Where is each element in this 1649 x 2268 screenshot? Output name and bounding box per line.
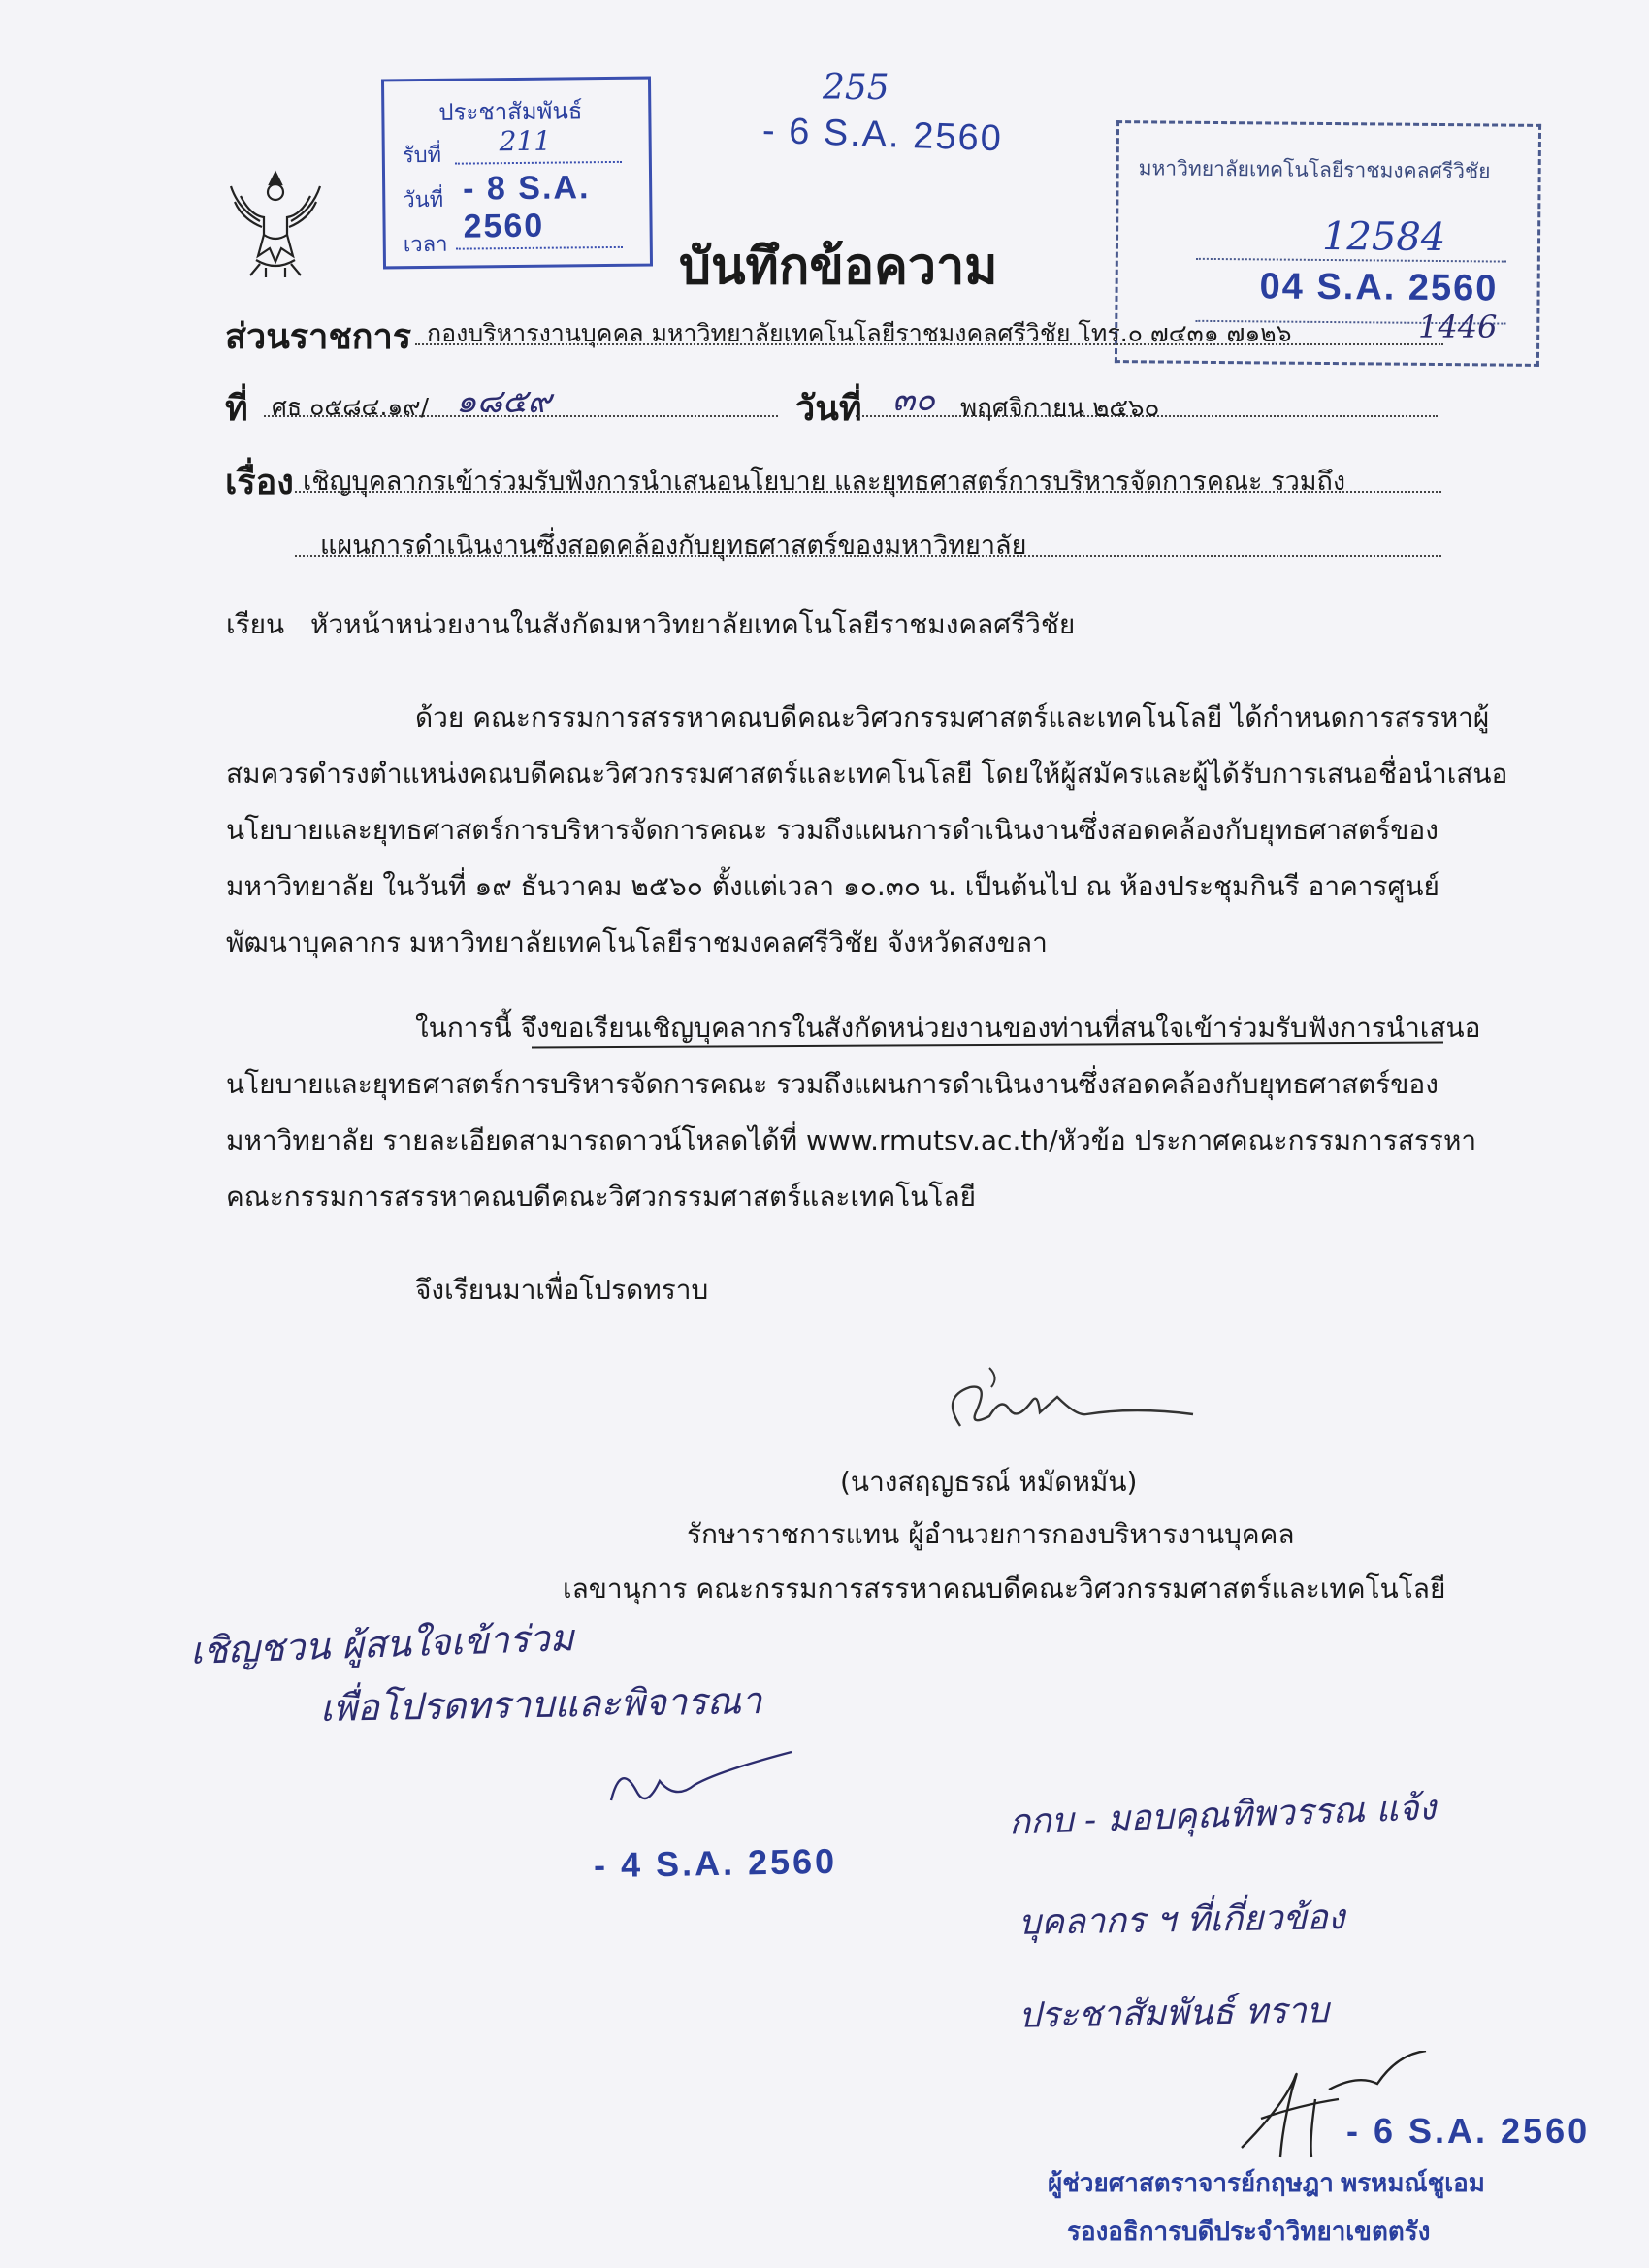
date-handwritten-day: ๓๐: [892, 380, 935, 419]
handnote-right-line-3: ประชาสัมพันธ์ ทราบ: [1018, 1991, 1330, 2036]
handnote-left-line-2: เพื่อโปรดทราบและพิจารณา: [319, 1679, 762, 1730]
stamp-center-date: - 6 S.A. 2560: [761, 110, 1004, 160]
stamp-univ-title: มหาวิทยาลัยเทคโนโลยีราชมงคลศรีวิชัย: [1138, 157, 1491, 183]
signer-position-2: เลขานุการ คณะกรรมการสรรหาคณบดีคณะวิศวกรรมศาสตร์และเทคโนโลยี: [563, 1572, 1446, 1604]
stamp-pr-title: ประชาสัมพันธ์: [438, 98, 583, 126]
dept-value: กองบริหารงานบุคคล มหาวิทยาลัยเทคโนโลยีราชมงคลศรีวิชัย โทร.๐ ๗๔๓๑ ๗๑๒๖: [427, 319, 1292, 347]
no-handwritten: ๑๘๕๙: [456, 382, 552, 421]
stamp-pr-date: - 8 S.A. 2560: [462, 169, 591, 245]
dept-handwritten-ext: 1446: [1418, 308, 1498, 345]
paragraph-2-line: ในการนี้ จึงขอเรียนเชิญบุคลากรในสังกัดหน่วยงานของท่านที่สนใจเข้าร่วมรับฟังการนำเสนอ: [415, 1012, 1481, 1044]
salutation-value: หัวหน้าหน่วยงานในสังกัดมหาวิทยาลัยเทคโนโลยีราชมงคลศรีวิชัย: [310, 608, 1076, 640]
signature-drawing: [931, 1358, 1203, 1445]
date-label: วันที่: [795, 389, 862, 429]
no-label: ที่: [225, 389, 248, 429]
stamp-univ-date: 04 S.A. 2560: [1259, 266, 1499, 309]
handnote-left-stamp-date: - 4 S.A. 2560: [593, 1840, 838, 1886]
handnote-left-signature: [601, 1742, 795, 1830]
stamp-pr: [381, 77, 653, 270]
stamp-pr-time-label: เวลา: [403, 231, 448, 257]
stamp-pr-time-line: [456, 244, 623, 250]
paragraph-1-line: พัฒนาบุคลากร มหาวิทยาลัยเทคโนโลยีราชมงคลศรีวิชัย จังหวัดสงขลา: [226, 926, 1048, 958]
paragraph-1-line: มหาวิทยาลัย ในวันที่ ๑๙ ธันวาคม ๒๕๖๐ ตั้งแต่เวลา ๑๐.๓๐ น. เป็นต้นไป ณ ห้องประชุมกินรี อาคารศูนย์: [226, 870, 1439, 902]
date-value: พฤศจิกายน ๒๕๖๐: [960, 394, 1160, 423]
closing: จึงเรียนมาเพื่อโปรดทราบ: [415, 1274, 709, 1306]
stamp-center-number: 255: [823, 68, 889, 108]
handnote-left-line-1: เชิญชวน ผู้สนใจเข้าร่วม: [189, 1616, 575, 1672]
salutation-label: เรียน: [226, 608, 285, 640]
paragraph-2-line: คณะกรรมการสรรหาคณบดีคณะวิศวกรรมศาสตร์และเทคโนโลยี: [226, 1181, 977, 1213]
paragraph-1-line: สมควรดำรงตำแหน่งคณบดีคณะวิศวกรรมศาสตร์และเทคโนโลยี โดยให้ผู้สมัครและผู้ได้รับการเสนอชื่อนำเสนอ: [226, 758, 1508, 790]
paragraph-2-line: มหาวิทยาลัย รายละเอียดสามารถดาวน์โหลดได้ที่ www.rmutsv.ac.th/หัวข้อ ประกาศคณะกรรมการสรรหา: [226, 1124, 1477, 1156]
no-value: ศธ ๐๕๘๔.๑๙/: [272, 393, 430, 421]
stamp-pr-recv-label: รับที่: [402, 142, 442, 168]
handnote-right-stamp-date: - 6 S.A. 2560: [1346, 2111, 1591, 2151]
stamp-pr-recv-no: 211: [499, 124, 552, 158]
handnote-right-line-2: บุคลากร ฯ ที่เกี่ยวข้อง: [1018, 1897, 1345, 1943]
stamp-pr-date-label: วันที่: [403, 186, 444, 212]
subject-label: เรื่อง: [225, 463, 294, 502]
signer-position-1: รักษาราชการแทน ผู้อำนวยการกองบริหารงานบุคคล: [687, 1518, 1295, 1550]
handnote-right-line-1: กกบ - มอบคุณทิพวรรณ แจ้ง: [1008, 1788, 1437, 1843]
signer-name: (นางสฤญธรณ์ หมัดหมัน): [840, 1466, 1138, 1498]
stamp-univ-recv-no: 12584: [1321, 213, 1446, 261]
dept-label: ส่วนราชการ: [225, 317, 412, 357]
paragraph-2-line: นโยบายและยุทธศาสตร์การบริหารจัดการคณะ รวมถึงแผนการดำเนินงานซึ่งสอดคล้องกับยุทธศาสตร์ของ: [226, 1068, 1439, 1100]
stamp-pr-recv-line: [455, 159, 622, 165]
vice-president-name: ผู้ช่วยศาสตราจารย์กฤษฎา พรหมณ์ชูเอม: [1048, 2168, 1485, 2197]
paragraph-1-line: นโยบายและยุทธศาสตร์การบริหารจัดการคณะ รวมถึงแผนการดำเนินงานซึ่งสอดคล้องกับยุทธศาสตร์ของ: [226, 814, 1439, 846]
garuda-emblem-icon: [221, 167, 330, 281]
subject-line-1: เชิญบุคลากรเข้าร่วมรับฟังการนำเสนอนโยบาย และยุทธศาสตร์การบริหารจัดการคณะ รวมถึง: [303, 467, 1346, 497]
paragraph-1-line: ด้วย คณะกรรมการสรรหาคณบดีคณะวิศวกรรมศาสตร์และเทคโนโลยี ได้กำหนดการสรรหาผู้: [415, 701, 1490, 733]
memo-title: บันทึกข้อความ: [679, 238, 998, 296]
subject-line-2: แผนการดำเนินงานซึ่งสอดคล้องกับยุทธศาสตร์ของมหาวิทยาลัย: [320, 531, 1027, 561]
stamp-univ-line1: [1196, 256, 1506, 263]
vice-president-title: รองอธิการบดีประจำวิทยาเขตตรัง: [1067, 2217, 1431, 2246]
